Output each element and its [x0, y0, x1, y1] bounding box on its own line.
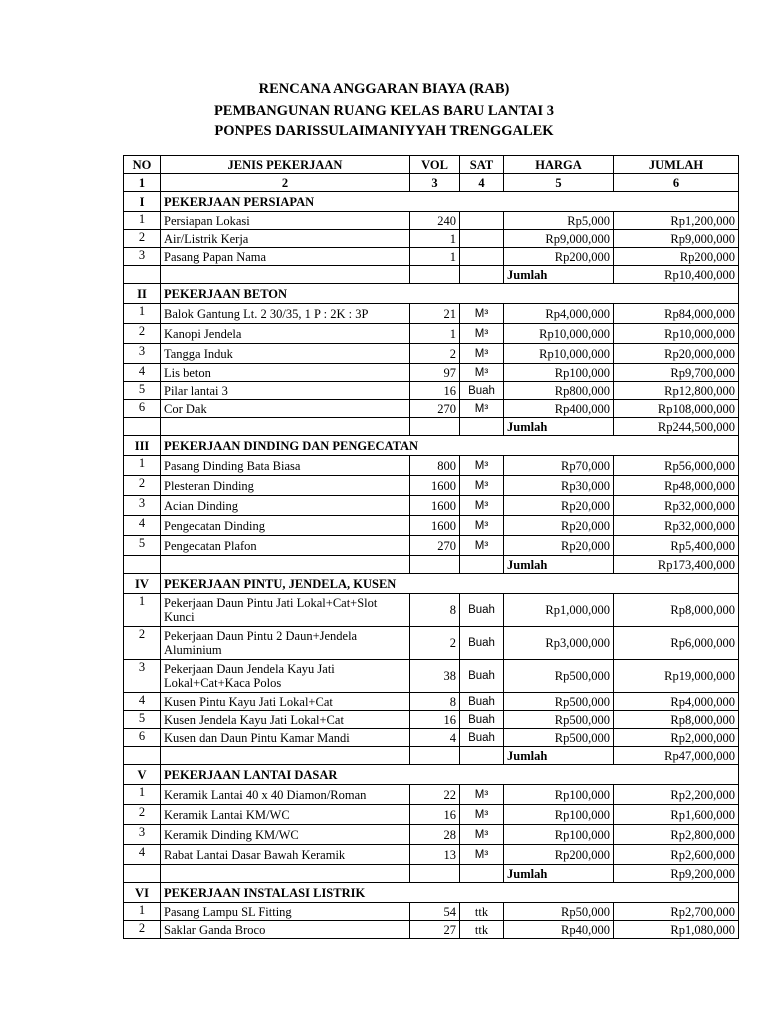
section-number: VI	[124, 883, 161, 903]
header-jumlah: JUMLAH	[614, 156, 739, 174]
item-row	[124, 400, 739, 418]
item-number: 1	[124, 903, 161, 921]
item-vol: 2	[410, 344, 460, 364]
item-harga: Rp1,000,000	[504, 594, 614, 627]
item-name: Saklar Ganda Broco	[161, 921, 410, 939]
item-sat: M³	[460, 845, 504, 865]
item-jumlah: Rp8,000,000	[614, 711, 739, 729]
item-name: Rabat Lantai Dasar Bawah Keramik	[161, 845, 410, 865]
total-empty	[410, 266, 460, 284]
total-empty	[460, 747, 504, 765]
total-value: Rp9,200,000	[614, 865, 739, 883]
item-harga: Rp20,000	[504, 536, 614, 556]
item-vol: 240	[410, 212, 460, 230]
item-harga: Rp400,000	[504, 400, 614, 418]
item-sat: Buah	[460, 382, 504, 400]
item-row	[124, 476, 739, 496]
item-jumlah: Rp2,600,000	[614, 845, 739, 865]
total-empty	[124, 266, 161, 284]
item-jumlah: Rp4,000,000	[614, 693, 739, 711]
item-jumlah: Rp1,200,000	[614, 212, 739, 230]
header-sat: SAT	[460, 156, 504, 174]
total-value: Rp10,400,000	[614, 266, 739, 284]
item-number: 5	[124, 536, 161, 556]
item-name: Tangga Induk	[161, 344, 410, 364]
column-number-jumlah: 6	[614, 174, 739, 192]
item-number: 4	[124, 364, 161, 382]
section-number: III	[124, 436, 161, 456]
item-number: 1	[124, 456, 161, 476]
item-sat: M³	[460, 805, 504, 825]
item-name: Cor Dak	[161, 400, 410, 418]
total-empty	[410, 865, 460, 883]
total-empty	[460, 865, 504, 883]
item-row	[124, 516, 739, 536]
item-vol: 1600	[410, 476, 460, 496]
item-sat	[460, 230, 504, 248]
item-jumlah: Rp56,000,000	[614, 456, 739, 476]
section-title: PEKERJAAN BETON	[161, 284, 739, 304]
item-vol: 22	[410, 785, 460, 805]
item-name: Keramik Lantai 40 x 40 Diamon/Roman	[161, 785, 410, 805]
item-harga: Rp50,000	[504, 903, 614, 921]
item-name: Pasang Papan Nama	[161, 248, 410, 266]
total-value: Rp244,500,000	[614, 418, 739, 436]
item-name: Pengecatan Dinding	[161, 516, 410, 536]
item-vol: 1600	[410, 516, 460, 536]
item-sat	[460, 212, 504, 230]
total-empty	[161, 418, 410, 436]
item-vol: 38	[410, 660, 460, 693]
item-harga: Rp40,000	[504, 921, 614, 939]
item-number: 4	[124, 693, 161, 711]
column-number-sat: 4	[460, 174, 504, 192]
header-row	[124, 156, 739, 174]
item-sat: ttk	[460, 903, 504, 921]
total-empty	[161, 865, 410, 883]
section-row	[124, 883, 739, 903]
item-vol: 270	[410, 400, 460, 418]
header-jenis-pekerjaan: JENIS PEKERJAAN	[161, 156, 410, 174]
total-row	[124, 418, 739, 436]
item-name: Kusen dan Daun Pintu Kamar Mandi	[161, 729, 410, 747]
item-vol: 8	[410, 594, 460, 627]
item-name: Keramik Lantai KM/WC	[161, 805, 410, 825]
item-harga: Rp20,000	[504, 496, 614, 516]
total-empty	[161, 266, 410, 284]
column-number-row	[124, 174, 739, 192]
item-harga: Rp30,000	[504, 476, 614, 496]
item-jumlah: Rp48,000,000	[614, 476, 739, 496]
item-number: 3	[124, 344, 161, 364]
item-number: 5	[124, 382, 161, 400]
document-title-line-1: RENCANA ANGGARAN BIAYA (RAB)	[258, 81, 510, 97]
item-sat	[460, 248, 504, 266]
item-harga: Rp20,000	[504, 516, 614, 536]
item-sat: ttk	[460, 921, 504, 939]
item-name: Pasang Lampu SL Fitting	[161, 903, 410, 921]
item-harga: Rp200,000	[504, 248, 614, 266]
total-empty	[410, 556, 460, 574]
item-sat: M³	[460, 304, 504, 324]
item-vol: 28	[410, 825, 460, 845]
item-vol: 270	[410, 536, 460, 556]
item-sat: Buah	[460, 693, 504, 711]
item-sat: M³	[460, 324, 504, 344]
section-row	[124, 574, 739, 594]
total-label: Jumlah	[504, 418, 614, 436]
item-name: Plesteran Dinding	[161, 476, 410, 496]
document-title-line-2: PEMBANGUNAN RUANG KELAS BARU LANTAI 3	[213, 103, 555, 119]
item-row	[124, 456, 739, 476]
item-row	[124, 729, 739, 747]
item-jumlah: Rp20,000,000	[614, 344, 739, 364]
item-number: 4	[124, 516, 161, 536]
item-row	[124, 805, 739, 825]
item-row	[124, 693, 739, 711]
header-harga: HARGA	[504, 156, 614, 174]
item-row	[124, 785, 739, 805]
item-number: 3	[124, 825, 161, 845]
item-jumlah: Rp1,080,000	[614, 921, 739, 939]
item-sat: Buah	[460, 594, 504, 627]
total-empty	[460, 556, 504, 574]
item-vol: 2	[410, 627, 460, 660]
item-jumlah: Rp84,000,000	[614, 304, 739, 324]
header-no: NO	[124, 156, 161, 174]
section-title: PEKERJAAN LANTAI DASAR	[161, 765, 739, 785]
item-sat: M³	[460, 456, 504, 476]
item-sat: M³	[460, 476, 504, 496]
item-harga: Rp200,000	[504, 845, 614, 865]
item-row	[124, 496, 739, 516]
item-harga: Rp100,000	[504, 805, 614, 825]
item-name: Pasang Dinding Bata Biasa	[161, 456, 410, 476]
item-jumlah: Rp2,800,000	[614, 825, 739, 845]
total-label: Jumlah	[504, 556, 614, 574]
item-number: 2	[124, 805, 161, 825]
item-name: Pekerjaan Daun Jendela Kayu Jati Lokal+Cat+Kaca Polos	[161, 660, 410, 693]
section-title: PEKERJAAN PERSIAPAN	[161, 192, 739, 212]
item-harga: Rp70,000	[504, 456, 614, 476]
item-harga: Rp800,000	[504, 382, 614, 400]
section-row	[124, 192, 739, 212]
item-name: Persiapan Lokasi	[161, 212, 410, 230]
item-number: 6	[124, 400, 161, 418]
item-sat: Buah	[460, 660, 504, 693]
item-vol: 21	[410, 304, 460, 324]
item-vol: 16	[410, 382, 460, 400]
item-vol: 54	[410, 903, 460, 921]
total-empty	[410, 418, 460, 436]
item-harga: Rp9,000,000	[504, 230, 614, 248]
item-row	[124, 825, 739, 845]
item-sat: Buah	[460, 627, 504, 660]
item-harga: Rp3,000,000	[504, 627, 614, 660]
item-jumlah: Rp12,800,000	[614, 382, 739, 400]
item-name: Kusen Jendela Kayu Jati Lokal+Cat	[161, 711, 410, 729]
item-number: 3	[124, 248, 161, 266]
item-jumlah: Rp5,400,000	[614, 536, 739, 556]
total-label: Jumlah	[504, 747, 614, 765]
item-name: Balok Gantung Lt. 2 30/35, 1 P : 2K : 3P	[161, 304, 410, 324]
item-row	[124, 845, 739, 865]
total-row	[124, 266, 739, 284]
total-empty	[161, 556, 410, 574]
item-row	[124, 903, 739, 921]
item-jumlah: Rp8,000,000	[614, 594, 739, 627]
item-row	[124, 344, 739, 364]
item-jumlah: Rp32,000,000	[614, 496, 739, 516]
item-row	[124, 627, 739, 660]
item-vol: 8	[410, 693, 460, 711]
item-name: Pekerjaan Daun Pintu 2 Daun+Jendela Aluminium	[161, 627, 410, 660]
item-harga: Rp5,000	[504, 212, 614, 230]
total-value: Rp47,000,000	[614, 747, 739, 765]
total-label: Jumlah	[504, 865, 614, 883]
item-jumlah: Rp2,200,000	[614, 785, 739, 805]
item-vol: 1	[410, 230, 460, 248]
item-harga: Rp500,000	[504, 711, 614, 729]
item-sat: M³	[460, 516, 504, 536]
item-sat: Buah	[460, 729, 504, 747]
item-sat: Buah	[460, 711, 504, 729]
item-row	[124, 212, 739, 230]
item-number: 1	[124, 304, 161, 324]
item-vol: 16	[410, 805, 460, 825]
item-row	[124, 230, 739, 248]
item-vol: 97	[410, 364, 460, 382]
item-jumlah: Rp200,000	[614, 248, 739, 266]
item-number: 2	[124, 921, 161, 939]
item-number: 1	[124, 785, 161, 805]
total-empty	[460, 418, 504, 436]
total-row	[124, 747, 739, 765]
item-vol: 1	[410, 324, 460, 344]
item-sat: M³	[460, 825, 504, 845]
item-vol: 800	[410, 456, 460, 476]
item-vol: 16	[410, 711, 460, 729]
section-title: PEKERJAAN INSTALASI LISTRIK	[161, 883, 739, 903]
item-jumlah: Rp2,700,000	[614, 903, 739, 921]
item-vol: 1600	[410, 496, 460, 516]
document-title-line-3: PONPES DARISSULAIMANIYYAH TRENGGALEK	[214, 123, 554, 139]
item-name: Pilar lantai 3	[161, 382, 410, 400]
item-jumlah: Rp9,700,000	[614, 364, 739, 382]
item-sat: M³	[460, 536, 504, 556]
item-name: Keramik Dinding KM/WC	[161, 825, 410, 845]
section-row	[124, 765, 739, 785]
item-jumlah: Rp32,000,000	[614, 516, 739, 536]
total-empty	[124, 865, 161, 883]
total-empty	[124, 556, 161, 574]
item-name: Air/Listrik Kerja	[161, 230, 410, 248]
item-number: 2	[124, 476, 161, 496]
item-name: Kanopi Jendela	[161, 324, 410, 344]
item-row	[124, 660, 739, 693]
item-jumlah: Rp10,000,000	[614, 324, 739, 344]
total-empty	[124, 418, 161, 436]
item-row	[124, 324, 739, 344]
item-harga: Rp500,000	[504, 660, 614, 693]
item-jumlah: Rp9,000,000	[614, 230, 739, 248]
section-number: V	[124, 765, 161, 785]
item-number: 4	[124, 845, 161, 865]
item-number: 6	[124, 729, 161, 747]
rab-table	[123, 155, 739, 939]
item-jumlah: Rp6,000,000	[614, 627, 739, 660]
item-row	[124, 921, 739, 939]
item-jumlah: Rp2,000,000	[614, 729, 739, 747]
total-empty	[460, 266, 504, 284]
item-row	[124, 304, 739, 324]
item-harga: Rp4,000,000	[504, 304, 614, 324]
item-row	[124, 594, 739, 627]
section-title: PEKERJAAN DINDING DAN PENGECATAN	[161, 436, 739, 456]
item-sat: M³	[460, 785, 504, 805]
item-number: 2	[124, 324, 161, 344]
section-number: IV	[124, 574, 161, 594]
item-jumlah: Rp19,000,000	[614, 660, 739, 693]
column-number-harga: 5	[504, 174, 614, 192]
item-harga: Rp500,000	[504, 729, 614, 747]
item-row	[124, 382, 739, 400]
total-empty	[410, 747, 460, 765]
item-vol: 4	[410, 729, 460, 747]
item-sat: M³	[460, 364, 504, 382]
total-value: Rp173,400,000	[614, 556, 739, 574]
total-empty	[124, 747, 161, 765]
item-number: 2	[124, 230, 161, 248]
item-number: 1	[124, 212, 161, 230]
item-row	[124, 536, 739, 556]
item-number: 2	[124, 627, 161, 660]
item-harga: Rp100,000	[504, 825, 614, 845]
item-sat: M³	[460, 344, 504, 364]
item-name: Lis beton	[161, 364, 410, 382]
section-number: II	[124, 284, 161, 304]
total-empty	[161, 747, 410, 765]
total-row	[124, 556, 739, 574]
column-number-jenis-pekerjaan: 2	[161, 174, 410, 192]
total-row	[124, 865, 739, 883]
item-sat: M³	[460, 496, 504, 516]
column-number-no: 1	[124, 174, 161, 192]
item-name: Kusen Pintu Kayu Jati Lokal+Cat	[161, 693, 410, 711]
item-jumlah: Rp1,600,000	[614, 805, 739, 825]
item-harga: Rp500,000	[504, 693, 614, 711]
header-vol: VOL	[410, 156, 460, 174]
section-title: PEKERJAAN PINTU, JENDELA, KUSEN	[161, 574, 739, 594]
item-vol: 13	[410, 845, 460, 865]
column-number-vol: 3	[410, 174, 460, 192]
item-vol: 27	[410, 921, 460, 939]
section-row	[124, 284, 739, 304]
item-name: Acian Dinding	[161, 496, 410, 516]
item-harga: Rp100,000	[504, 364, 614, 382]
section-row	[124, 436, 739, 456]
item-harga: Rp10,000,000	[504, 324, 614, 344]
item-sat: M³	[460, 400, 504, 418]
item-number: 3	[124, 496, 161, 516]
rab-table-body	[124, 156, 739, 939]
item-row	[124, 248, 739, 266]
item-name: Pengecatan Plafon	[161, 536, 410, 556]
section-number: I	[124, 192, 161, 212]
item-jumlah: Rp108,000,000	[614, 400, 739, 418]
item-vol: 1	[410, 248, 460, 266]
item-number: 5	[124, 711, 161, 729]
item-row	[124, 364, 739, 382]
item-harga: Rp10,000,000	[504, 344, 614, 364]
item-number: 3	[124, 660, 161, 693]
total-label: Jumlah	[504, 266, 614, 284]
item-number: 1	[124, 594, 161, 627]
item-row	[124, 711, 739, 729]
item-name: Pekerjaan Daun Pintu Jati Lokal+Cat+Slot Kunci	[161, 594, 410, 627]
item-harga: Rp100,000	[504, 785, 614, 805]
